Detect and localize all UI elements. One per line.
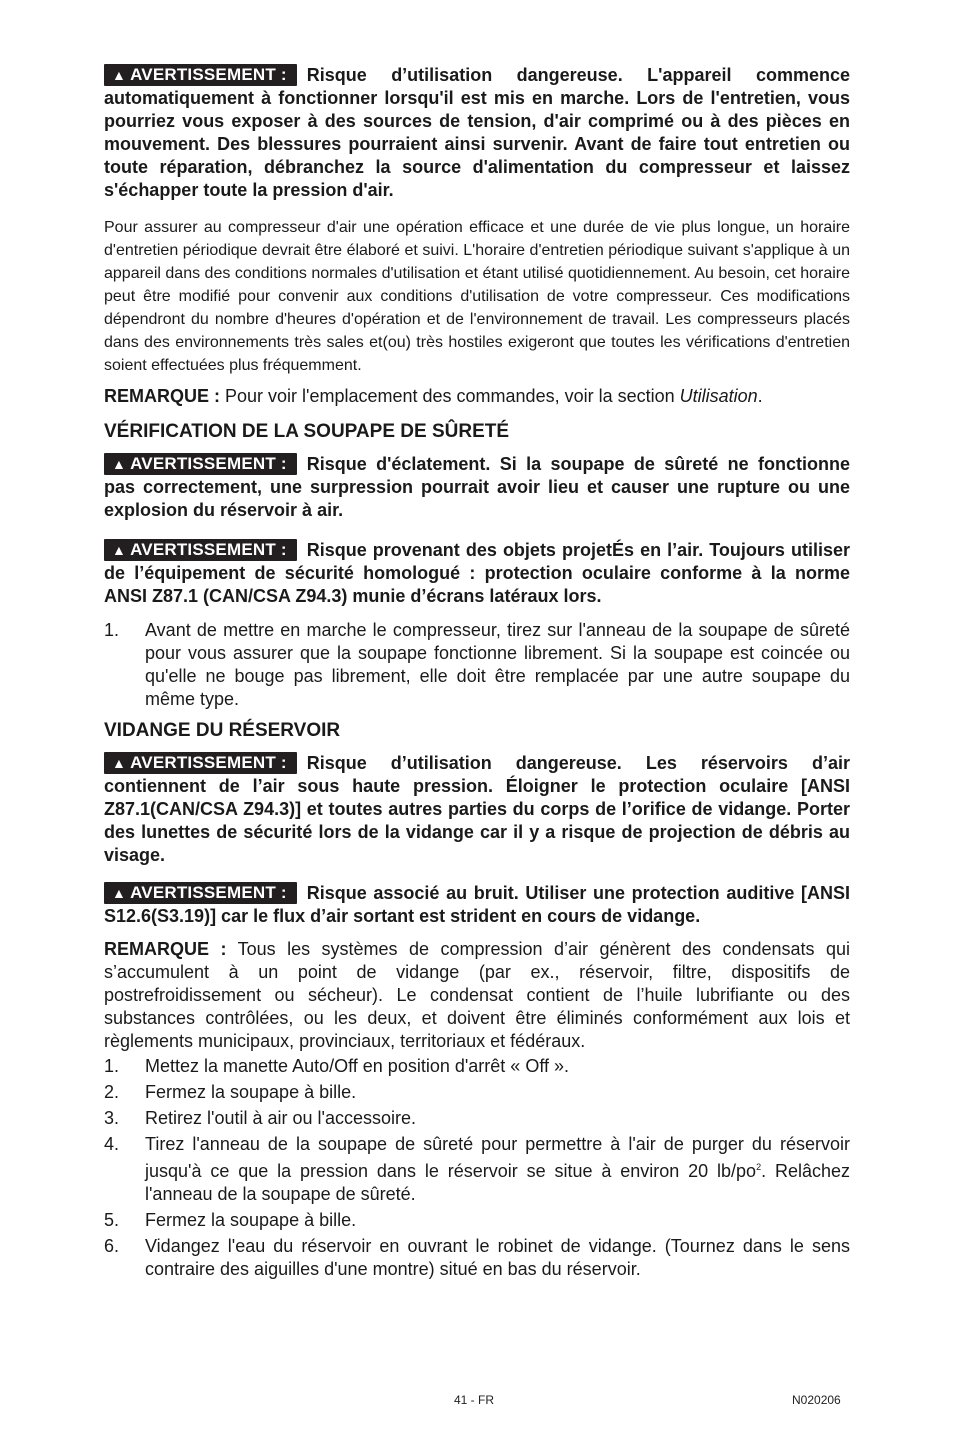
- warning-triangle-icon: ▲: [112, 755, 127, 771]
- warning-triangle-icon: ▲: [112, 456, 127, 472]
- warning-projectiles: ▲ AVERTISSEMENT : Risque provenant des objets projetÉs en l’air. Toujours utiliser de l’équipement de sécurité homologué : protection oculaire conforme à la norme ANSI Z87.1 (CAN/CSA Z94.3) munie d’écrans latéraux lors.: [104, 540, 850, 606]
- warning-badge: ▲ AVERTISSEMENT :: [104, 539, 297, 561]
- warning-badge: ▲ AVERTISSEMENT :: [104, 64, 297, 86]
- tank-drain-steps: [104, 1055, 850, 1281]
- list-item: 4. Tirez l'anneau de la soupape de sûreté pour permettre à l'air de purger du réservoir jusqu'à ce que la pression dans le réservoir se situe à environ 20 $lb/po^2$. Relâchez l'anneau de la soupape de sûreté.: [104, 1134, 850, 1204]
- page-number: 41 - FR: [454, 1393, 495, 1407]
- list-item: 1. Avant de mettre en marche le compresseur, tirez sur l'anneau de la soupape de sûreté pour vous assurer que la soupape fonctionne librement. Si la soupape est coincée ou qu'elle ne bouge pas librement, elle doit être remplacée par une autre soupape du même type.: [104, 620, 850, 709]
- warning-triangle-icon: ▲: [112, 885, 127, 901]
- list-item: 3. Retirez l'outil à air ou l'accessoire.: [104, 1108, 416, 1128]
- section-title-tank-drain: VIDANGE DU RÉSERVOIR: [104, 720, 341, 741]
- safety-valve-steps: [104, 619, 850, 711]
- warning-badge: ▲ AVERTISSEMENT :: [104, 752, 297, 774]
- warning-pressure: ▲ AVERTISSEMENT : Risque d’utilisation dangereuse. Les réservoirs d’air contiennent de l’air sous haute pression. Éloigner le protection oculaire [ANSI Z87.1(CAN/CSA Z94.3)] et toutes autres parties du corps de l’orifice de vidange. Porter des lunettes de sécurité lors de la vidange car il y a risque de projection de débris au visage.: [104, 753, 850, 865]
- warning-triangle-icon: ▲: [112, 67, 127, 83]
- list-item: 1. Mettez la manette Auto/Off en position d'arrêt « Off ».: [104, 1056, 570, 1076]
- page-content: [104, 64, 850, 1281]
- list-item: 2. Fermez la soupape à bille.: [104, 1082, 357, 1102]
- maintenance-intro: Pour assurer au compresseur d'air une opération efficace et une durée de vie plus longue, un horaire d'entretien périodique devrait être élaboré et suivi. L'horaire d'entretien périodique suivant s'applique à un appareil dans des conditions normales d'utilisation et étant utilisé quotidiennement. Au besoin, cet horaire peut être modifié pour convenir aux conditions d'utilisation de votre compresseur. Ces modifications dépendront du nombre d'heures d'opération et de l'environnement de travail. Les compresseurs placés dans des environnements très sales et(ou) très hostiles exigeront que toutes les vérifications d'entretien soient effectuées plus fréquemment.: [104, 219, 850, 374]
- list-item: 6. Vidangez l'eau du réservoir en ouvrant le robinet de vidange. (Tournez dans le sens contraire des aiguilles d'une montre) situé en bas du réservoir.: [104, 1236, 850, 1279]
- document-code: N020206: [792, 1393, 841, 1407]
- section-title-safety-valve: VÉRIFICATION DE LA SOUPAPE DE SÛRETÉ: [104, 421, 510, 442]
- warning-operation: ▲ AVERTISSEMENT : Risque d’utilisation dangereuse. L'appareil commence automatiquement à fonctionner lorsqu'il est mis en marche. Lors de l'entretien, vous pourriez vous exposer à des sources de tension, d'air comprimé ou à des pièces en mouvement. Des blessures pourraient ainsi survenir. Avant de faire tout entretien ou toute réparation, débranchez la source d'alimentation du compresseur et laissez s'échapper toute la pression d'air.: [104, 65, 850, 200]
- warning-badge: ▲ AVERTISSEMENT :: [104, 882, 297, 904]
- warning-burst: ▲ AVERTISSEMENT : Risque d'éclatement. Si la soupape de sûreté ne fonctionne pas correctement, une surpression pourrait avoir lieu et causer une rupture ou une explosion du réservoir à air.: [104, 454, 850, 520]
- warning-badge: ▲ AVERTISSEMENT :: [104, 453, 297, 475]
- list-item: 5. Fermez la soupape à bille.: [104, 1210, 357, 1230]
- note-condensate: REMARQUE : Tous les systèmes de compression d’air génèrent des condensats qui s’accumulent à un point de vidange (par ex., réservoir, filtre, dispositifs de postrefroidissement ou sécheur). Le condensat contient de l’huile lubrifiante ou des substances contrôlées, ou les deux, et doivent être éliminés conformément aux lois et règlements municipaux, provinciaux, territoriaux et fédéraux.: [104, 939, 851, 1051]
- warning-triangle-icon: ▲: [112, 542, 127, 558]
- note-controls: REMARQUE : Pour voir l'emplacement des commandes, voir la section Utilisation.: [104, 386, 763, 406]
- warning-noise: ▲ AVERTISSEMENT : Risque associé au bruit. Utiliser une protection auditive [ANSI S12.6(S3.19)] car le flux d’air sortant est strident en cours de vidange.: [104, 883, 850, 926]
